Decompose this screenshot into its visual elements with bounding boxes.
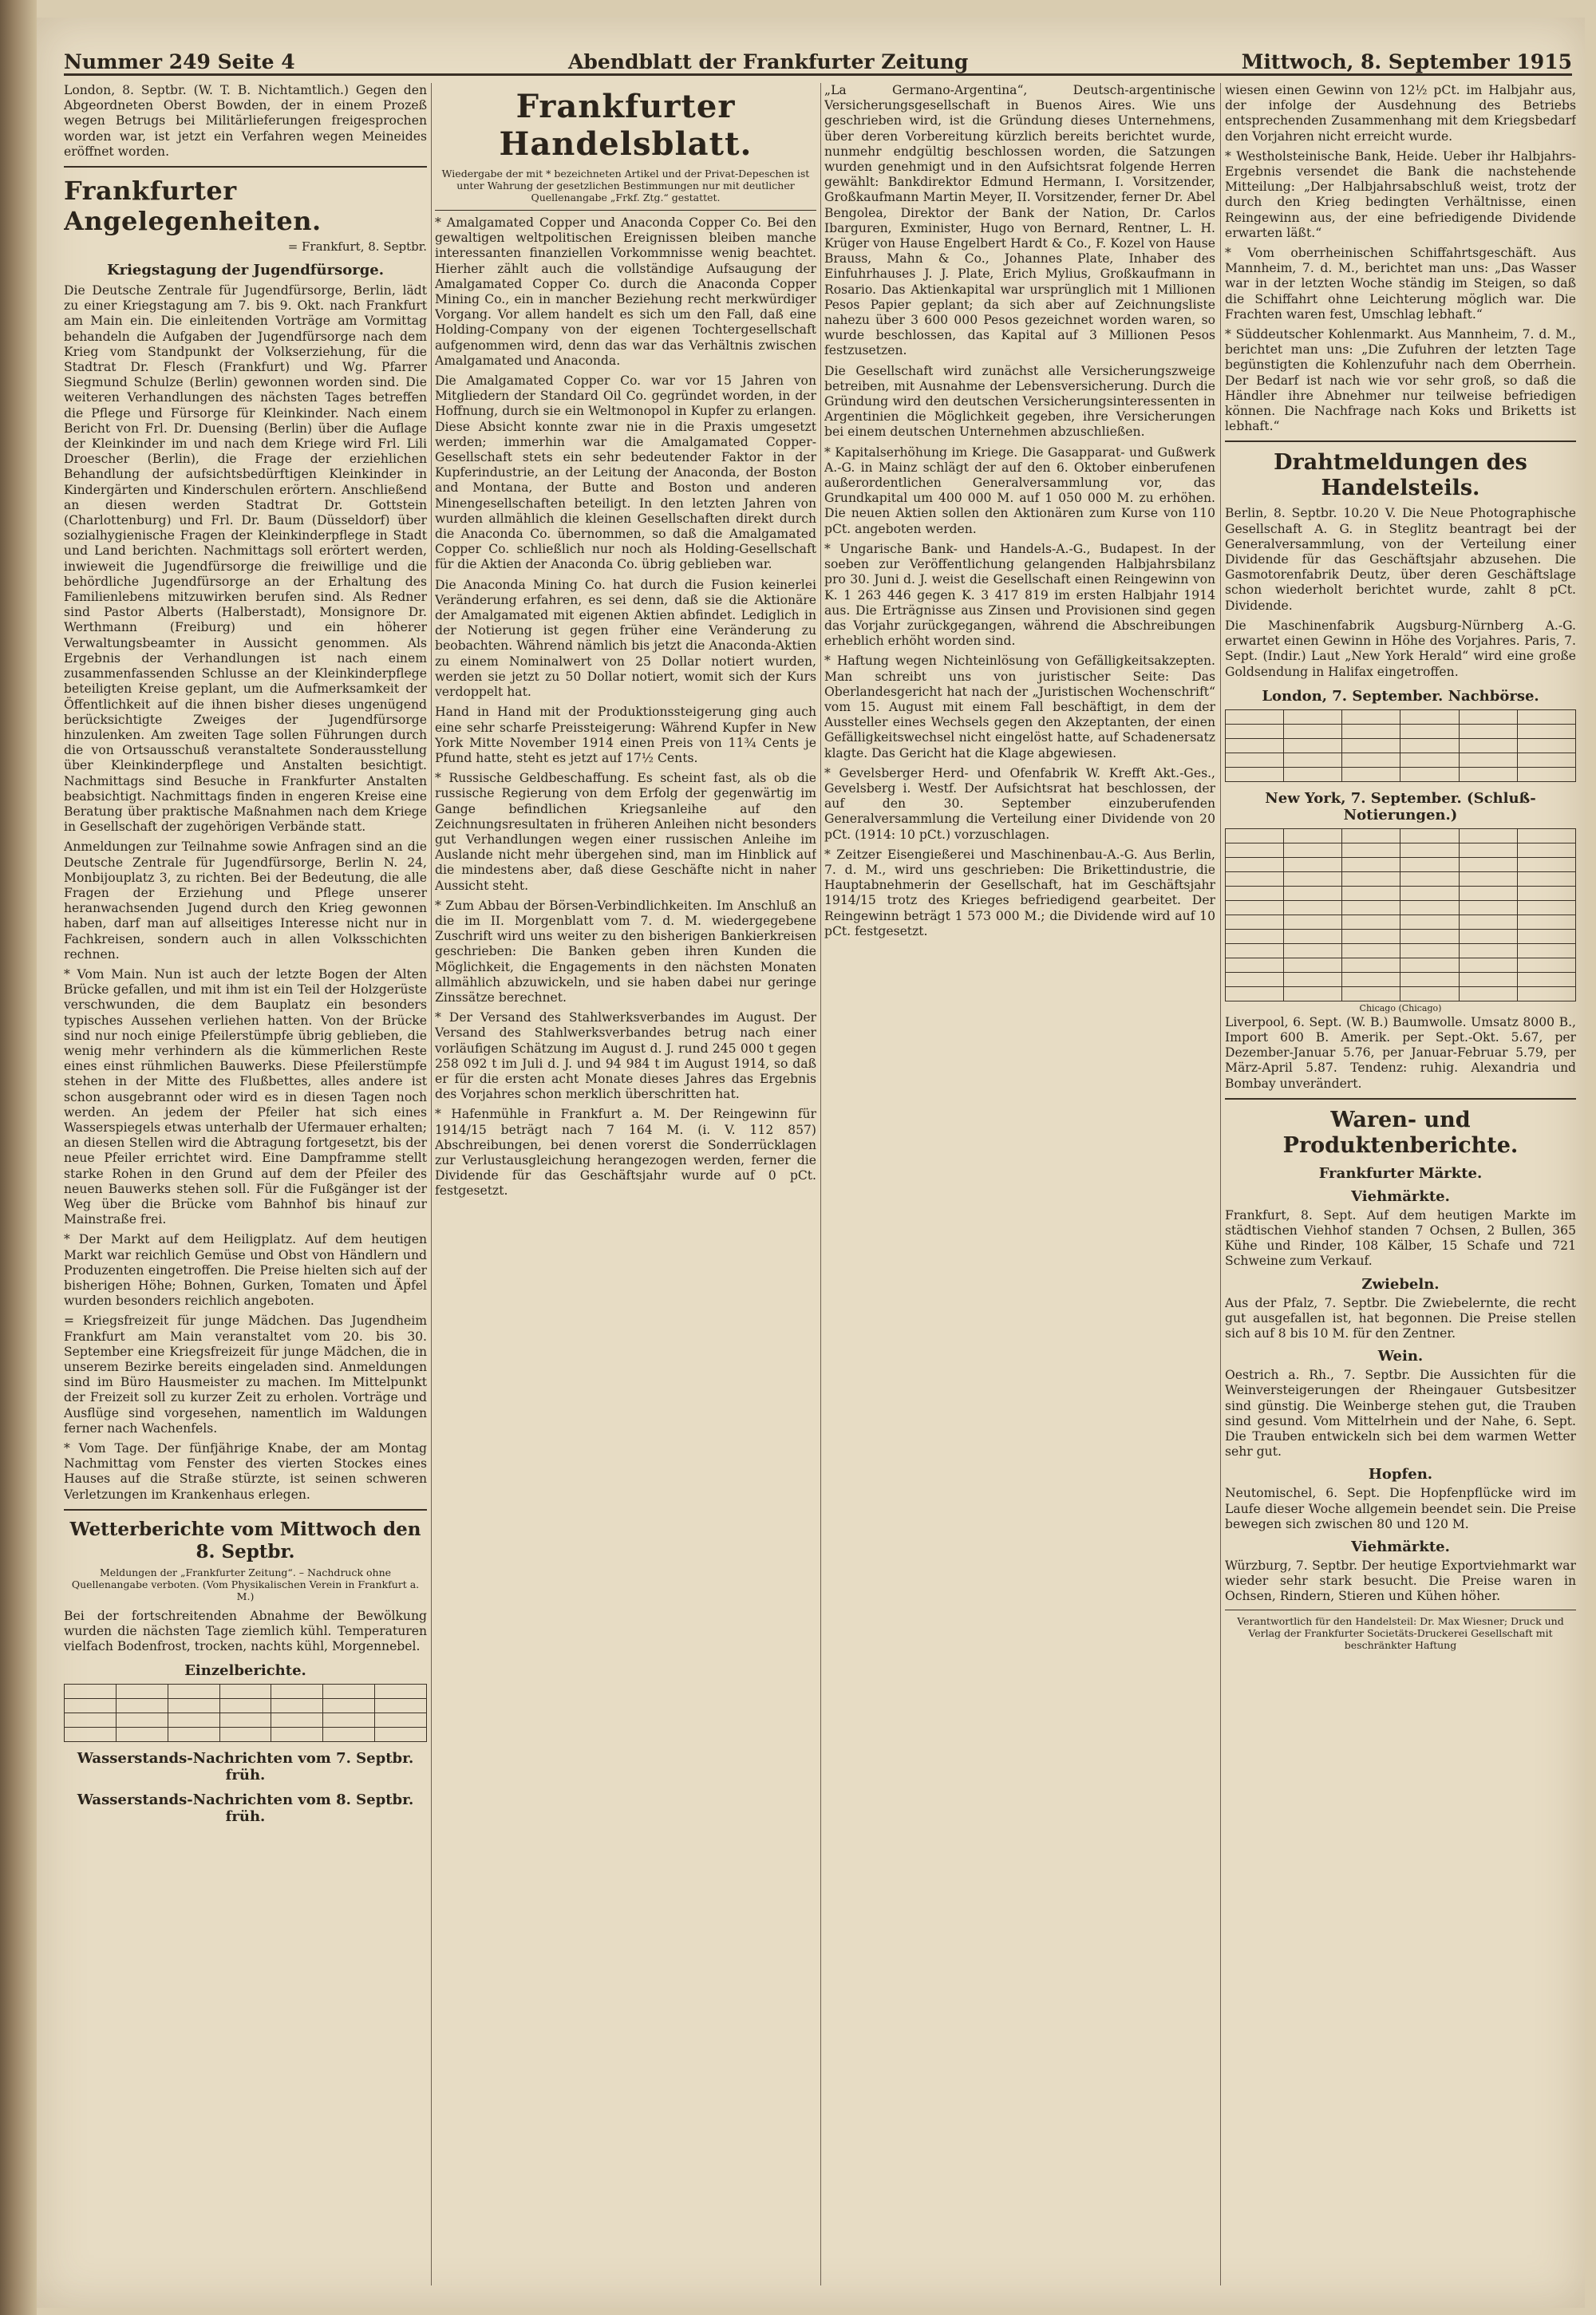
telegram-paragraph: Berlin, 8. Septbr. 10.20 V. Die Neue Photographische Gesellschaft A. G. in Steglitz beantragt bei der Generalversammlung, von der Verteilung einer Dividende für das Geschäftsjahr abzusehen. Die Gasmotorenfabrik Deutz, über deren Geschäftslage schon wiederholt berichtet wurde, zahlt 8 pCt. Dividende.	[1225, 506, 1576, 613]
article-paragraph: * Vom Main. Nun ist auch der letzte Bogen der Alten Brücke gefallen, und mit ihm ist ein Teil der Holzgerüste verschwunden, die dem Bauplatz ein besonders typisches Aussehen verliehen hatten. Von der Brücke sind nur noch einige Pfeilerstümpfe übrig geblieben, die wenig mehr verhindern als die kümmerlichen Reste eines einst rühmlichen Bauwerks. Diese Pfeilerstümpfe stehen in der Mitte des Flußbettes, alles andere ist schon ausgebrannt oder wird es in diesen Tagen noch werden. An jedem der Pfeiler hat sich eines Wasserspiegels etwas unterhalb der Ufermauer erhalten; an diesen Stellen wird die Abtragung fortgesetzt, bis der neue Pfeiler errichtet wird. Eine Dampframme stellt starke Rohen in den Grund auf dem der Pfeiler des neuen Bauwerks stehen soll. Für die Fußgänger ist der Weg über die Brücke vom Bahnhof bis hinauf zur Mainstraße frei.	[64, 966, 427, 1227]
liverpool-report: Liverpool, 6. Sept. (W. B.) Baumwolle. Umsatz 8000 B., Import 600 B. Amerik. per Sept.-Okt. 5.67, per Dezember-Januar 5.76, per Januar-Februar 5.79, per März-April 5.87. Tendenz: ruhig. Alexandria und Bombay unverändert.	[1225, 1014, 1576, 1091]
article-paragraph: wiesen einen Gewinn von 12½ pCt. im Halbjahr aus, der infolge der Ausdehnung des Betriebs entsprechenden Zusammenhang mit dem Kriegsbedarf den Vorjahren nicht erreicht wurde.	[1225, 83, 1576, 144]
article-paragraph: * Haftung wegen Nichteinlösung von Gefälligkeitsakzepten. Man schreibt uns von juristischer Seite: Das Oberlandesgericht hat nach der „Juristischen Wochenschrift“ vom 15. August mit einem Fall beschäftigt, in dem der Aussteller eines Wechsels gegen den Akzeptanten, der einen Gefälligkeitswechsel nicht eingelöst hatte, auf Schadenersatz klagte. Das Gericht hat die Klage abgewiesen.	[824, 654, 1215, 760]
article-paragraph: * Kapitalserhöhung im Kriege. Die Gasapparat- und Gußwerk A.-G. in Mainz schlägt der auf den 6. Oktober einberufenen außerordentlichen Generalversammlung vor, das Grundkapital um 400 000 M. auf 1 050 000 M. zu erhöhen. Die neuen Aktien sollen den Aktionären zum Kurse von 110 pCt. angeboten werden.	[824, 444, 1215, 536]
article-paragraph: Die Deutsche Zentrale für Jugendfürsorge, Berlin, lädt zu einer Kriegstagung am 7. bis 9. Okt. nach Frankfurt am Main ein. Die einleitenden Vorträge am Vormittag behandeln die Aufgaben der Jugendfürsorge nach dem Krieg vom Standpunkt der Volkserziehung, für die Stadtrat Dr. Flesch (Frankfurt) und Wg. Pfarrer Siegmund Schulze (Berlin) gewonnen worden sind. Die weiteren Verhandlungen des nächsten Tages betreffen die Pflege und Fürsorge für Kleinkinder. Nach einem Bericht von Frl. Dr. Duensing (Berlin) über die Auflage der Kleinkinder im und nach dem Kriege wird Frl. Lili Droescher (Berlin), die Frage der erziehlichen Behandlung der aufsichtsbedürftigen Kleinkinder in Kindergärten und Kinderschulen erörtern. Anschließend an diesen werden Stadtrat Dr. Gottstein (Charlottenburg) und Frl. Dr. Baum (Düsseldorf) über sozialhygienische Fragen der Kleinkinderpflege in Stadt und Land berichten. Nachmittags soll erörtert werden, inwieweit die Jugendfürsorge die freiwillige und die behördliche Jugendfürsorge an der Erhaltung des Familienlebens mitzuwirken berufen sind. Als Redner sind Pastor Alberts (Halberstadt), Monsignore Dr. Werthmann (Freiburg) und ein höherer Verwaltungsbeamter in Aussicht genommen. Als Ergebnis der Verhandlungen ist nach einem zusammenfassenden Schlusse an der Kleinkinderpflege beteiligten Kreise geplant, um die Aufmerksamkeit der Öffentlichkeit auf die ihnen bisher dieses ungenügend berücksichtigte Zweiges der Jugendfürsorge hinzulenken. Am zweiten Tage sollen Führungen durch die von Ortsausschuß veranstaltete Sonderausstellung über Kleinkinderpflege und Anstalten besichtigt. Nachmittags sind Besuche in Frankfurter Anstalten beabsichtigt. Nachmittags finden in engeren Kreise eine Beratung über praktische Maßnahmen nach dem Kriege in Gesellschaft der zugehörigen Verbände statt.	[64, 283, 427, 835]
article-paragraph: „La Germano-Argentina“, Deutsch-argentinische Versicherungsgesellschaft in Buenos Aires. Wie uns geschrieben wird, ist die Gründung dieses Unternehmens, über deren Vorbereitung kürzlich bereits berichtet wurde, nunmehr endgültig beschlossen worden, die Satzungen wurden genehmigt und in den Aufsichtsrat folgende Herren gewählt: Bankdirektor Edmund Hermann, I. Vorsitzender, Großkaufmann Martin Meyer, II. Vorsitzender, ferner Dr. Abel Bengolea, Direktor der Bank der Nation, Dr. Carlos Ibarguren, Exminister, Hugo von Bernard, Rentner, L. H. Krüger von Hause Engelbert Hardt & Co., F. Kozel von Hause Brauss, Mahn & Co., Johannes Plate, Inhaber des Einfuhrhauses J. J. Plate, Erich Mylius, Großkaufmann in Rosario. Das Aktienkapital war ursprünglich mit 1 Millionen Pesos Papier geplant; da sich aber auf Zeichnungsliste nahezu über 3 600 000 Pesos gezeichnet worden waren, so wurde beschlossen, das Kapital auf 3 Millionen Pesos festzusetzen.	[824, 83, 1215, 358]
section-title-frankfurt: Frankfurter Angelegenheiten.	[64, 176, 322, 237]
masthead	[64, 41, 1572, 76]
book-binding	[0, 0, 37, 2315]
vieh-title: Viehmärkte.	[1351, 1187, 1450, 1205]
issue-number: Nummer 249 Seite 4	[64, 50, 295, 73]
newyork-table	[1225, 828, 1576, 1001]
water-title-2: Wasserstands-Nachrichten vom 8. Septbr. früh.	[77, 1792, 414, 1826]
london-title: London, 7. September. Nachbörse.	[1262, 687, 1539, 705]
reprint-notice: Wiedergabe der mit * bezeichneten Artikel und der Privat-Depeschen ist unter Wahrung der gesetzlichen Bestimmungen nur mit deutlicher Quellenangabe „Frkf. Ztg.“ gestattet.	[441, 168, 810, 203]
water-title-1: Wasserstands-Nachrichten vom 7. Septbr. früh.	[77, 1750, 414, 1784]
column-rule	[820, 83, 821, 2285]
dateline: = Frankfurt, 8. Septbr.	[287, 239, 427, 255]
telegram-paragraph: Die Maschinenfabrik Augsburg-Nürnberg A.-G. erwartet einen Gewinn in Höhe des Vorjahres. Paris, 7. Sept. (Indir.) Laut „New York Herald“ wird eine große Goldsendung in Halifax eingetroffen.	[1225, 618, 1576, 679]
article-paragraph: * Zum Abbau der Börsen-Verbindlichkeiten. Im Anschluß an die im II. Morgenblatt vom 7. d. M. wiedergegebene Zuschrift wird uns weiter zu den bisherigen Bankierkreisen geschrieben: Die Banken geben ihren Kunden die Möglichkeit, die Engagements in den nächsten Monaten allmählich abzuwickeln, und sie haben dabei nur geringe Zinssätze berechnet.	[435, 898, 816, 1005]
divider	[64, 1509, 427, 1511]
column-4	[1225, 83, 1576, 2285]
section-title-handelsblatt: Frankfurter Handelsblatt.	[499, 88, 753, 163]
weather-title: Wetterberichte vom Mittwoch den 8. Septbr.	[69, 1518, 421, 1562]
article-paragraph: Die Gesellschaft wird zunächst alle Versicherungszweige betreiben, mit Ausnahme der Lebensversicherung. Durch die Gründung wird den deutschen Versicherungsinteressenten in Argentinien die Möglichkeit gegeben, ihre Versicherungen bei einem deutschen Unternehmen abzuschließen.	[824, 363, 1215, 440]
london-table	[1225, 709, 1576, 782]
article-paragraph: * Russische Geldbeschaffung. Es scheint fast, als ob die russische Regierung von dem Erfolg der gegenwärtig im Gange befindlichen Kriegsanleihe auf den Zeichnungsresultaten in früheren Anleihen nicht besonders gut Verhandlungen wegen einer russischen Anleihe im Auslande nicht mehr übergehen sind, man im Hinblick auf die mindestens aber, daß diese Geschäfte nicht in naher Aussicht steht.	[435, 771, 816, 893]
weather-table	[64, 1684, 427, 1742]
article-paragraph: * Süddeutscher Kohlenmarkt. Aus Mannheim, 7. d. M., berichtet man uns: „Die Zufuhren der letzten Tage begünstigten die Kohlenzufuhr nach dem Oberrhein. Der Bedarf ist nach wie vor sehr groß, so daß die Händler ihre Abnehmer nur teilweise befriedigen können. Die Nachfrage nach Koks und Briketts ist lebhaft.“	[1225, 327, 1576, 434]
article-paragraph: * Amalgamated Copper und Anaconda Copper Co. Bei den gewaltigen weltpolitischen Ereignissen bleiben manche interessanten finanziellen Vorkommnisse wenig beachtet. Hierher zählt auch die vollständige Aufsaugung der Amalgamated Copper Co. durch die Anaconda Copper Mining Co., ein in mancher Beziehung recht merkwürdiger Vorgang. Vor allem handelt es sich um den Fall, daß eine Holding-Company von der eigenen Tochtergesellschaft aufgenommen wird, denn das war das Verhältnis zwischen Amalgamated und Anaconda.	[435, 215, 816, 368]
news-item-london: London, 8. Septbr. (W. T. B. Nichtamtlich.) Gegen den Abgeordneten Oberst Bowden, der in einem Prozeß wegen Betrugs bei Militärlieferungen freigesprochen worden war, ist jetzt ein Verfahren wegen Meineides eröffnet worden.	[64, 83, 427, 159]
article-paragraph: Anmeldungen zur Teilnahme sowie Anfragen sind an die Deutsche Zentrale für Jugendfürsorge, Berlin N. 24, Monbijouplatz 3, zu richten. Bei der Bedeutung, die alle Fragen der Erziehung und Pflege unserer heranwachsenden Jugend durch den Krieg gewonnen haben, darf man auf allseitiges Interesse nicht nur in Fachkreisen, sondern auch in allen Volksschichten rechnen.	[64, 839, 427, 962]
issue-date: Mittwoch, 8. September 1915	[1241, 50, 1572, 73]
article-paragraph: * Der Versand des Stahlwerksverbandes im August. Der Versand des Stahlwerksverbandes betrug nach einer vorläufigen Schätzung im August d. J. rund 245 000 t gegen 258 092 t im Juli d. J. und 94 984 t im August 1914, so daß er für die ersten acht Monate dieses Jahres das Ergebnis des Vorjahres schon merklich überschritten hat.	[435, 1010, 816, 1102]
hopfen-title: Hopfen.	[1368, 1466, 1433, 1483]
article-paragraph: Die Amalgamated Copper Co. war vor 15 Jahren von Mitgliedern der Standard Oil Co. gegründet worden, in der Hoffnung, durch sie ein Weltmonopol in Kupfer zu erlangen. Diese Absicht konnte zwar nie in die Praxis umgesetzt werden; immerhin war die Amalgamated Copper-Gesellschaft stets ein sehr bedeutender Faktor in der Kupferindustrie, an der Leitung der Anaconda, der Boston and Montana, der Butte and Boston und anderen Minengesellschaften beteiligt. In den letzten Jahren von wurden allmählich die kleinen Gesellschaften direkt durch die Anaconda Co. übernommen, so daß die Amalgamated Copper Co. schließlich nur noch als Holding-Gesellschaft für die Aktien der Anaconda Co. übrig geblieben war.	[435, 373, 816, 572]
article-paragraph: * Westholsteinische Bank, Heide. Ueber ihr Halbjahrs-Ergebnis versendet die Bank die nachstehende Mitteilung: „Der Halbjahrsabschluß weist, trotz der durch den Krieg bedingten Verhältnisse, einen Reingewinn aus, der eine befriedigende Dividende erwarten läßt.“	[1225, 148, 1576, 240]
weather-notice: Meldungen der „Frankfurter Zeitung“. – Nachdruck ohne Quellenangabe verboten. (Vom Physikalischen Verein in Frankfurt a. M.)	[71, 1566, 420, 1602]
column-rule	[431, 83, 432, 2285]
vieh2-title: Viehmärkte.	[1351, 1538, 1450, 1555]
article-heading: Kriegstagung der Jugendfürsorge.	[106, 262, 385, 279]
column-1	[64, 83, 427, 2285]
article-paragraph: * Zeitzer Eisengießerei und Maschinenbau-A.-G. Aus Berlin, 7. d. M., wird uns geschrieben: Die Brikettindustrie, die Hauptabnehmerin der Gesellschaft, hat im Geschäftsjahr 1914/15 trotz des Krieges befriedigend gearbeitet. Der Reingewinn beträgt 1 573 000 M.; die Dividende wird auf 10 pCt. festgesetzt.	[824, 847, 1215, 938]
zwiebel-title: Zwiebeln.	[1361, 1275, 1440, 1293]
divider	[1225, 1098, 1576, 1100]
wein-title: Wein.	[1377, 1348, 1424, 1365]
imprint: Verantwortlich für den Handelsteil: Dr. Max Wiesner; Druck und Verlag der Frankfurter Societäts-Druckerei Gesellschaft mit beschränkter Haftung	[1237, 1614, 1564, 1651]
column-3	[824, 83, 1215, 2285]
vieh2-text: Würzburg, 7. Septbr. Der heutige Exportviehmarkt war wieder sehr stark besucht. Die Preise waren in Ochsen, Rindern, Stieren und Kühen höher.	[1225, 1558, 1576, 1604]
article-paragraph: = Kriegsfreizeit für junge Mädchen. Das Jugendheim Frankfurt am Main veranstaltet vom 20. bis 30. September eine Kriegsfreizeit für junge Mädchen, die in unserem Bezirke bereits eingeladen sind. Anmeldungen sind im Büro Hausmeister zu machen. Im Mittelpunkt der Freizeit soll zu kurzer Zeit zu erholen. Vorträge und Ausflüge sind vorgesehen, namentlich im Waldungen ferner nach Wachenfels.	[64, 1314, 427, 1436]
article-paragraph: * Vom oberrheinischen Schiffahrtsgeschäft. Aus Mannheim, 7. d. M., berichtet man uns: „Das Wasser war in der letzten Woche ständig im Steigen, so daß die Schiffahrt ohne Leichterung möglich war. Die Frachten waren fest, Umschlag lebhaft.“	[1225, 246, 1576, 322]
reports-title: Einzelberichte.	[184, 1662, 306, 1680]
article-paragraph: Die Anaconda Mining Co. hat durch die Fusion keinerlei Veränderung erfahren, es sei denn, daß sie die Aktionäre der Amalgamated mit eigenen Aktien abfindet. Lediglich in der Notierung ist gegen früher eine Veränderung zu beobachten. Während nämlich bis jetzt die Anaconda-Aktien zu einem Nominalwert von 25 Dollar notiert wurden, werden sie jetzt zu 50 Dollar notiert, womit sich der Kurs verdoppelt hat.	[435, 577, 816, 700]
divider	[435, 210, 816, 211]
markets-title: Frankfurter Märkte.	[1318, 1164, 1483, 1182]
article-paragraph: * Hafenmühle in Frankfurt a. M. Der Reingewinn für 1914/15 beträgt nach 7 164 M. (i. V. 112 857) Abschreibungen, bei denen vorerst die Sonderrücklagen zur Verlustausgleichung herangezogen werden, ferner die Dividende für das Geschäftsjahr wurde auf 0 pCt. festgesetzt.	[435, 1107, 816, 1199]
divider	[1225, 440, 1576, 442]
wein-text: Oestrich a. Rh., 7. Septbr. Die Aussichten für die Weinversteigerungen der Rheingauer Gutsbesitzer sind günstig. Die Weinberge stehen gut, die Trauben sind gesund. Vom Mittelrhein und der Nahe, 6. Sept. Die Trauben entwickeln sich bei dem warmen Wetter sehr gut.	[1225, 1368, 1576, 1460]
wares-title: Waren- und Produktenberichte.	[1282, 1107, 1519, 1158]
column-2	[435, 83, 816, 2285]
newspaper-name: Abendblatt der Frankfurter Zeitung	[568, 50, 969, 73]
telegram-title: Drahtmeldungen des Handelsteils.	[1274, 450, 1527, 501]
article-paragraph: * Gevelsberger Herd- und Ofenfabrik W. Krefft Akt.-Ges., Gevelsberg i. Westf. Der Aufsichtsrat hat beschlossen, der auf den 30. September einzuberufenden Generalversammlung die Verteilung einer Dividende von 20 pCt. (1914: 10 pCt.) vorzuschlagen.	[824, 765, 1215, 842]
column-rule	[1220, 83, 1221, 2285]
zwiebel-text: Aus der Pfalz, 7. Septbr. Die Zwiebelernte, die recht gut ausgefallen ist, hat begonnen. Die Preise stellen sich auf 8 bis 10 M. für den Zentner.	[1225, 1295, 1576, 1341]
weather-text: Bei der fortschreitenden Abnahme der Bewölkung wurden die nächsten Tage ziemlich kühl. Temperaturen vielfach Bodenfrost, trocken, nachts kühl, Morgennebel.	[64, 1608, 427, 1654]
article-paragraph: * Vom Tage. Der fünfjährige Knabe, der am Montag Nachmittag vom Fenster des vierten Stockes eines Hauses auf die Straße stürzte, ist seinen schweren Verletzungen im Krankenhaus erlegen.	[64, 1441, 427, 1502]
hopfen-text: Neutomischel, 6. Sept. Die Hopfenpflücke wird im Laufe dieser Woche allgemein beendet sein. Die Preise bewegen sich zwischen 80 und 120 M.	[1225, 1486, 1576, 1531]
vieh-text: Frankfurt, 8. Sept. Auf dem heutigen Markte im städtischen Viehhof standen 7 Ochsen, 2 Bullen, 365 Kühe und Rinder, 108 Kälber, 15 Schafe und 721 Schweine zum Verkauf.	[1225, 1207, 1576, 1269]
article-paragraph: * Ungarische Bank- und Handels-A.-G., Budapest. In der soeben zur Veröffentlichung gelangenden Halbjahrsbilanz pro 30. Juni d. J. weist die Gesellschaft einen Reingewinn von K. 1 263 446 gegen K. 3 417 819 im ersten Halbjahr 1914 aus. Die Erträgnisse aus Zinsen und Provisionen sind gegen das Vorjahr zurückgegangen, während die Abschreibungen erheblich erhöht worden sind.	[824, 541, 1215, 649]
newyork-title: New York, 7. September. (Schluß-Notierungen.)	[1265, 789, 1536, 824]
chicago-note: Chicago (Chicago)	[1359, 1002, 1442, 1013]
divider	[64, 166, 427, 168]
article-paragraph: * Der Markt auf dem Heiligplatz. Auf dem heutigen Markt war reichlich Gemüse und Obst von Händlern und Produzenten eingetroffen. Die Preise hielten sich auf der bisherigen Höhe; Bohnen, Gurken, Tomaten und Äpfel wurden besonders reichlich angeboten.	[64, 1232, 427, 1309]
article-paragraph: Hand in Hand mit der Produktionssteigerung ging auch eine sehr scharfe Preissteigerung: Während Kupfer in New York Mitte November 1914 einen Preis von 11¾ Cents je Pfund hatte, steht es jetzt auf 17½ Cents.	[435, 705, 816, 765]
